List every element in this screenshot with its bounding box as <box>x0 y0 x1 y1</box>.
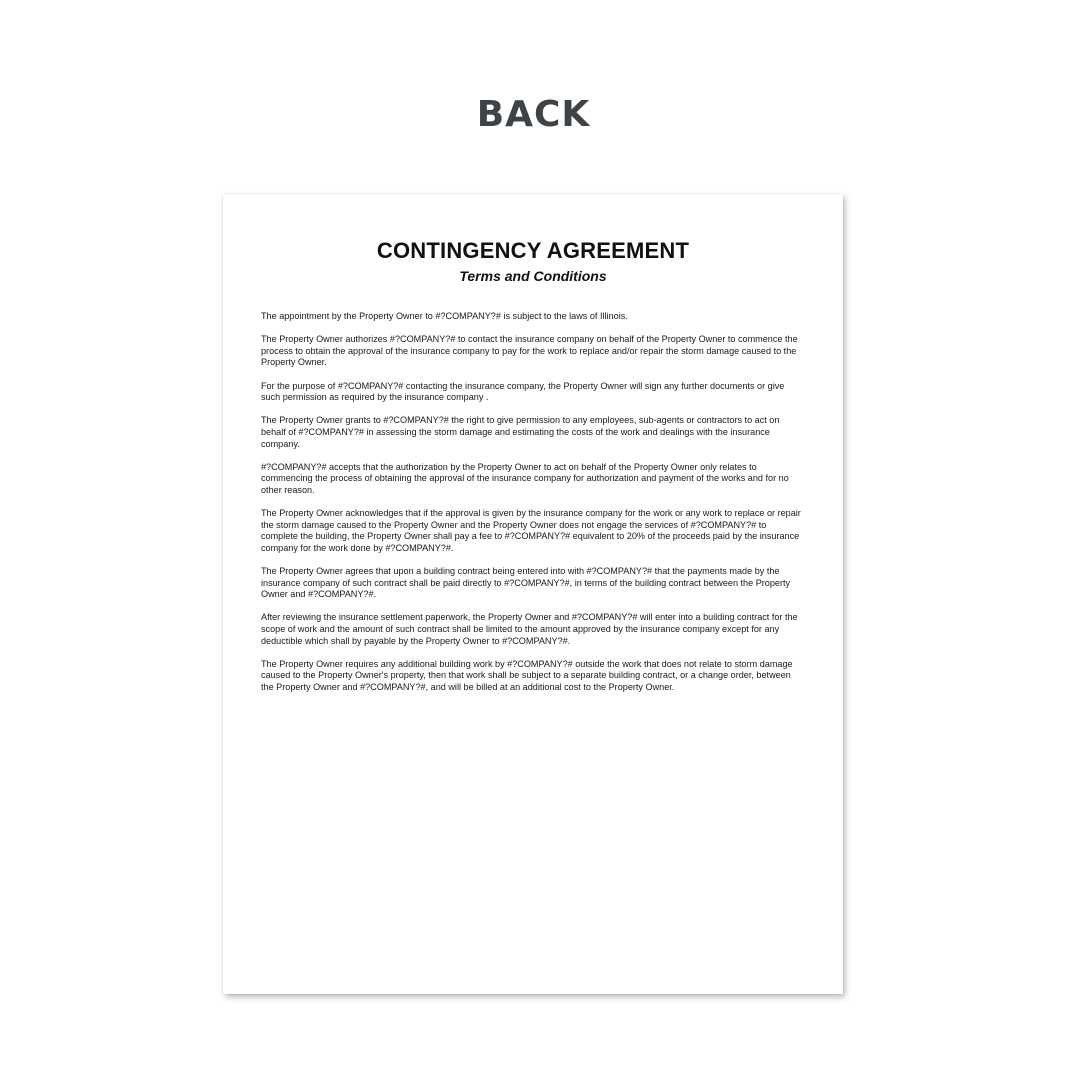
clause-list <box>261 311 805 694</box>
side-label: BACK <box>476 94 591 135</box>
document-title: CONTINGENCY AGREEMENT <box>376 238 690 263</box>
document-subtitle: Terms and Conditions <box>459 268 607 284</box>
clause-authorization: The Property Owner authorizes #?COMPANY?# to contact the insurance company on behalf of the Property Owner to commence the process to obtain the approval of the insurance company to pay for the work to replace and/or repair the storm damage caused to the Property Owner. <box>261 334 798 368</box>
clause-documents: For the purpose of #?COMPANY?# contacting the insurance company, the Property Owner will sign any further documents or give such permission as required by the insurance company . <box>261 380 785 403</box>
clause-fee: The Property Owner acknowledges that if the approval is given by the insurance company for the work or any work to replace or repair the storm damage caused to the Property Owner and the Property Owner does not engage the services of #?COMPANY?# to complete the building, the Property Owner shall pay a fee to #?COMPANY?# equivalent to 20% of the proceeds paid by the insurance company for the work done by #?COMPANY?#. <box>261 508 801 553</box>
document-page <box>223 194 843 994</box>
clause-governing-law: The appointment by the Property Owner to #?COMPANY?# is subject to the laws of Illinois. <box>261 311 628 321</box>
clause-payments: The Property Owner agrees that upon a building contract being entered into with #?COMPANY?# that the payments made by the insurance company of such contract shall be paid directly to #?COMPANY?#, in terms of the building contract between the Property Owner and #?COMPANY?#. <box>261 566 791 600</box>
clause-scope-of-authorization: #?COMPANY?# accepts that the authorization by the Property Owner to act on behalf of the Property Owner only relates to commencing the process of obtaining the approval of the insurance company for authorization and payment of the works and for no other reason. <box>261 461 789 495</box>
clause-building-contract: After reviewing the insurance settlement paperwork, the Property Owner and #?COMPANY?# will enter into a building contract for the scope of work and the amount of such contract shall be limited to the amount approved by the insurance company except for any deductible which shall by payable by the Property Owner to #?COMPANY?#. <box>261 612 798 646</box>
clause-additional-work: The Property Owner requires any additional building work by #?COMPANY?# outside the work that does not relate to storm damage caused to the Property Owner's property, then that work shall be subject to a separate building contract, or a change order, between the Property Owner and #?COMPANY?#, and will be billed at an additional cost to the Property Owner. <box>261 658 793 692</box>
clause-sub-agents: The Property Owner grants to #?COMPANY?# the right to give permission to any employees, sub-agents or contractors to act on behalf of #?COMPANY?# in assessing the storm damage and estimating the costs of the work and dealings with the insurance company. <box>261 415 780 449</box>
